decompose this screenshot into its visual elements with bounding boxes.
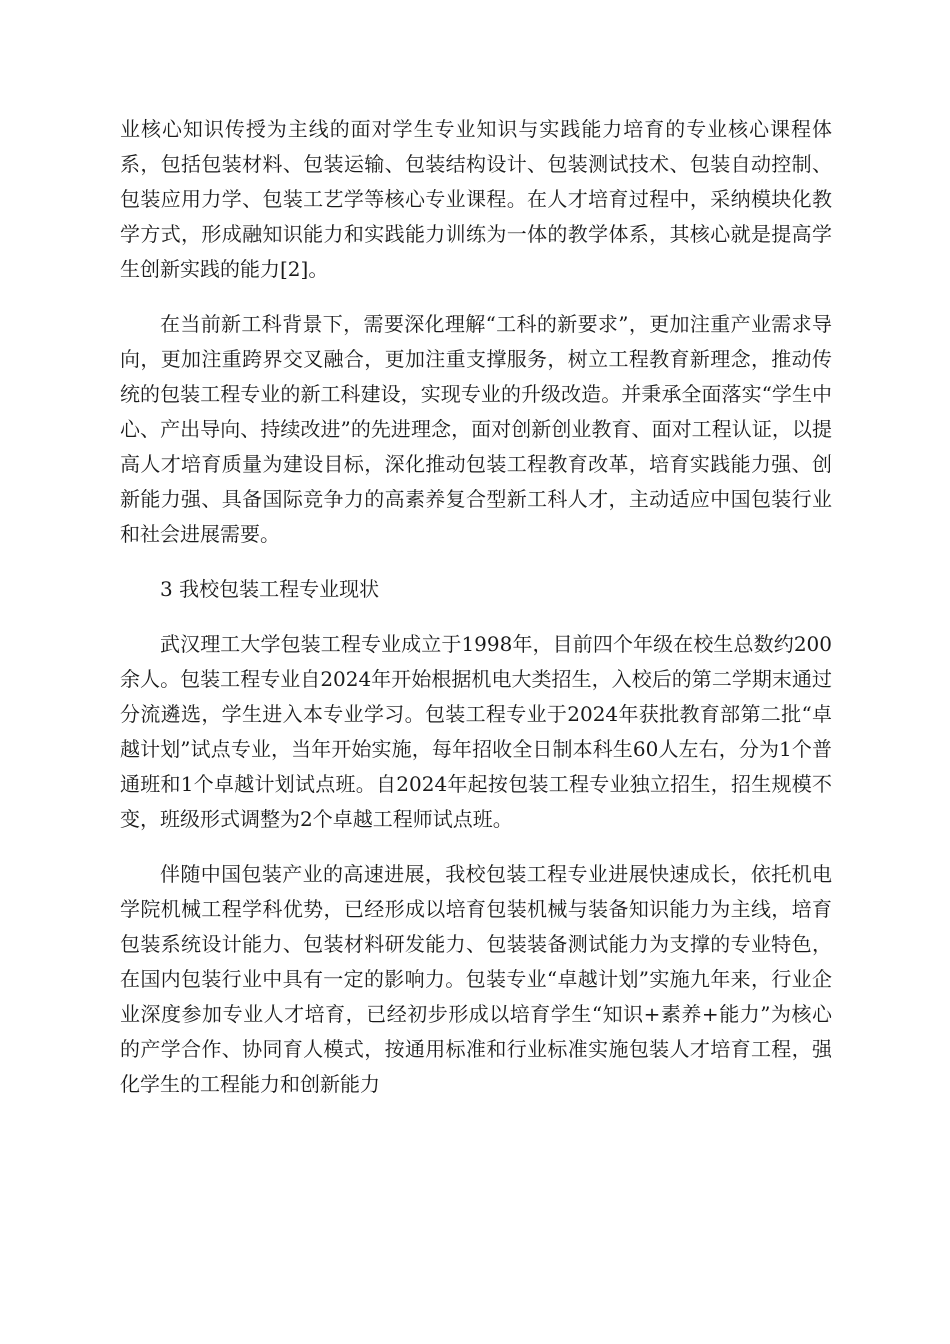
paragraph-continuation: 业核心知识传授为主线的面对学生专业知识与实践能力培育的专业核心课程体系，包括包装材料、包装运输、包装结构设计、包装测试技术、包装自动控制、包装应用力学、包装工艺学等核心专业课程。在人才培育过程中，采纳模块化教学方式，形成融知识能力和实践能力训练为一体的教学体系，其核心就是提高学生创新实践的能力[2]。 [120, 117, 832, 281]
paragraph-major-development: 伴随中国包装产业的高速进展，我校包装工程专业进展快速成长，依托机电学院机械工程学科优势，已经形成以培育包装机械与装备知识能力为主线，培育包装系统设计能力、包装材料研发能力、包装装备测试能力为支撑的专业特色，在国内包装行业中具有一定的影响力。包装专业“卓越计划”实施九年来，行业企业深度参加专业人才培育，已经初步形成以培育学生“知识+素养+能力”为核心的产学合作、协同育人模式，按通用标准和行业标准实施包装人才培育工程，强化学生的工程能力和创新能力 [120, 862, 832, 1096]
paragraph-new-engineering: 在当前新工科背景下，需要深化理解“工科的新要求”，更加注重产业需求导向，更加注重跨界交叉融合，更加注重支撑服务，树立工程教育新理念，推动传统的包装工程专业的新工科建设，实现专业的升级改造。并秉承全面落实“学生中心、产出导向、持续改进”的先进理念，面对创新创业教育、面对工程认证，以提高人才培育质量为建设目标，深化推动包装工程教育改革，培育实践能力强、创新能力强、具备国际竞争力的高素养复合型新工科人才，主动适应中国包装行业和社会进展需要。 [120, 312, 832, 546]
document-page [120, 112, 832, 1122]
section-heading: 3 我校包装工程专业现状 [160, 577, 380, 601]
paragraph-major-history: 武汉理工大学包装工程专业成立于1998年，目前四个年级在校生总数约200余人。包装工程专业自2024年开始根据机电大类招生，入校后的第二学期末通过分流遴选，学生进入本专业学习。包装工程专业于2024年获批教育部第二批“卓越计划”试点专业，当年开始实施，每年招收全日制本科生60人左右，分为1个普通班和1个卓越计划试点班。自2024年起按包装工程专业独立招生，招生规模不变，班级形式调整为2个卓越工程师试点班。 [120, 632, 832, 831]
